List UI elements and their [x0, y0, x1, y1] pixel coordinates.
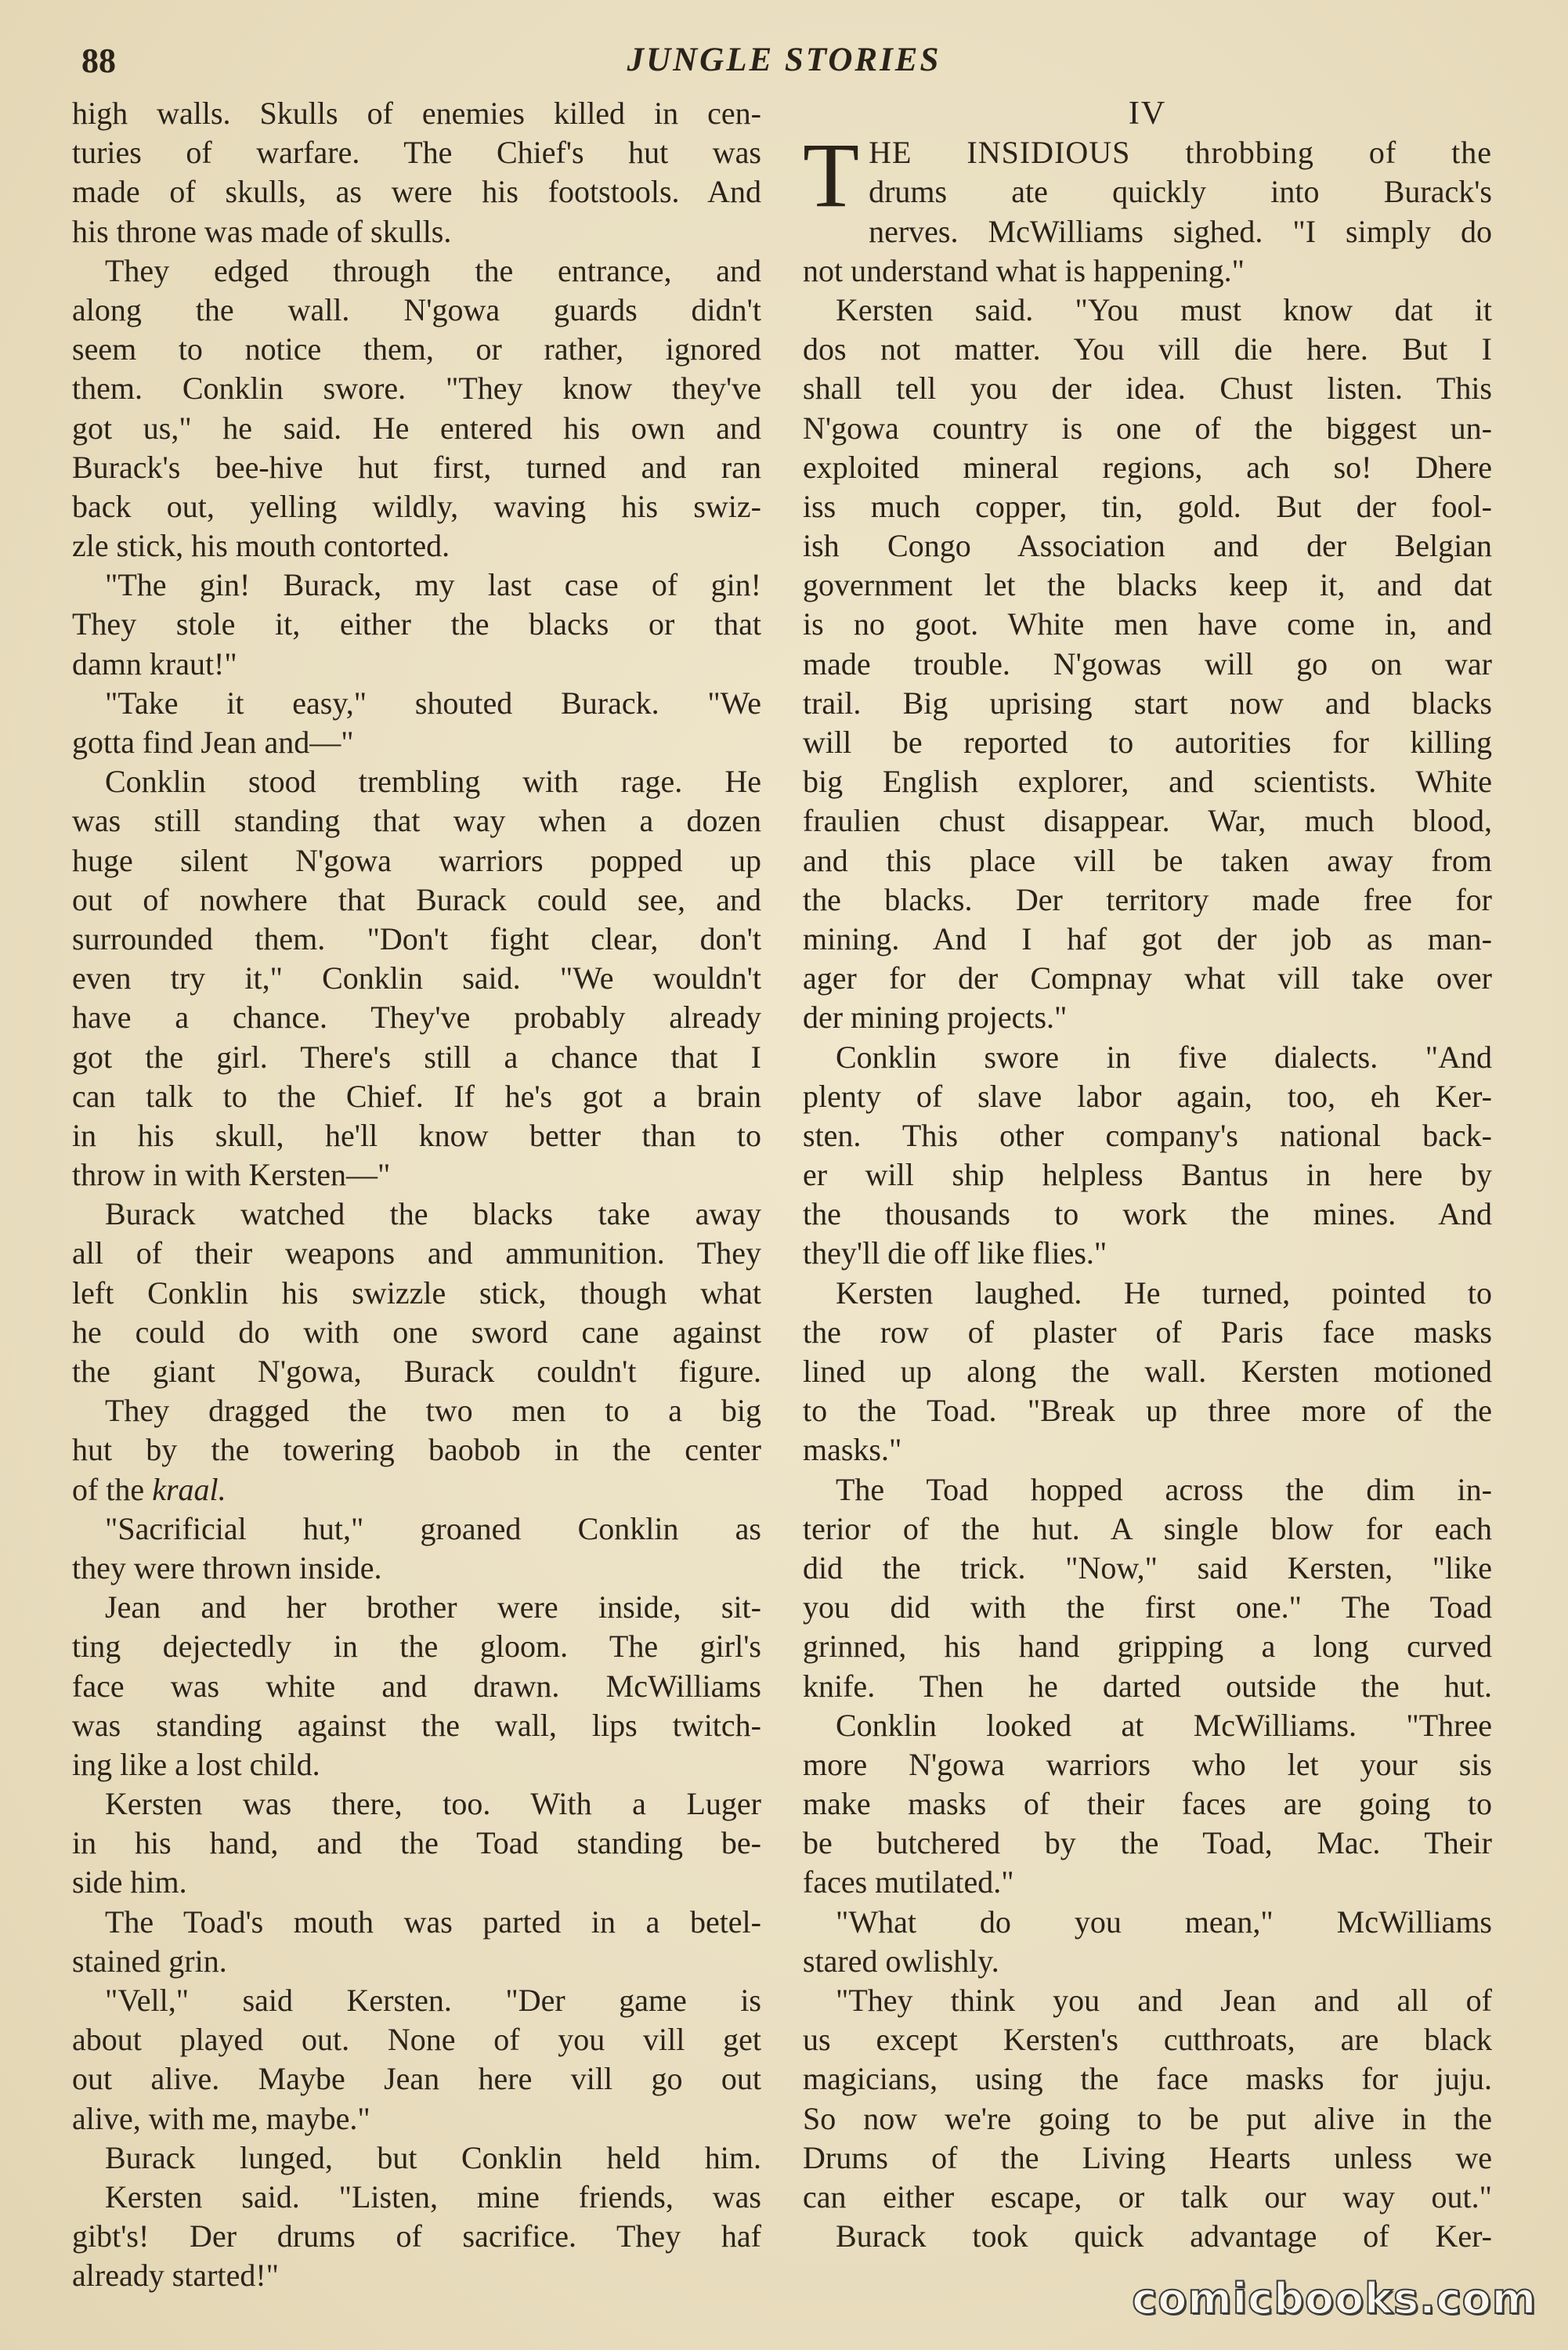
text-line: will be reported to autorities for killing	[803, 725, 1492, 760]
text-line: he could do with one sword cane against	[72, 1314, 761, 1350]
text-line: was still standing that way when a dozen	[72, 803, 761, 839]
text-line: Drums of the Living Hearts unless we	[803, 2139, 1492, 2175]
text-line: out of nowhere that Burack could see, and	[72, 881, 761, 917]
text-line: Burack's bee-hive hut first, turned and ran	[72, 449, 761, 485]
text-line: his throne was made of skulls.	[72, 213, 452, 249]
text-line: ager for der Compnay what vill take over	[803, 960, 1492, 996]
text-line: us except Kersten's cutthroats, are black	[803, 2022, 1492, 2058]
text-line: Conklin looked at McWilliams. "Three	[836, 1707, 1492, 1743]
text-line: magicians, using the face masks for juju.	[803, 2061, 1492, 2097]
text-line: "Vell," said Kersten. "Der game is	[105, 1983, 761, 2018]
text-line: They edged through the entrance, and	[105, 252, 761, 288]
text-line: made trouble. N'gowas will go on war	[803, 645, 1492, 682]
text-line: in his skull, he'll know better than to	[72, 1117, 761, 1153]
text-line: ting dejectedly in the gloom. The girl's	[72, 1629, 761, 1665]
text-line: shall tell you der idea. Chust listen. This	[803, 371, 1492, 407]
text-line: turies of warfare. The Chief's hut was	[72, 135, 761, 171]
text-line: face was white and drawn. McWilliams	[72, 1668, 761, 1704]
text-line: all of their weapons and ammunition. They	[72, 1235, 761, 1271]
text-line: got the girl. There's still a chance that I	[72, 1039, 761, 1075]
text-line: government let the blacks keep it, and dat	[803, 567, 1492, 603]
text-line: Kersten said. "You must know dat it	[836, 291, 1492, 327]
text-line: huge silent N'gowa warriors popped up	[72, 842, 761, 878]
text-line: plenty of slave labor again, too, eh Ker-	[803, 1078, 1492, 1114]
text-line: fraulien chust disappear. War, much blood,	[803, 803, 1492, 839]
text-line: Kersten was there, too. With a Luger	[105, 1786, 761, 1822]
text-line: hut by the towering baobob in the center	[72, 1432, 761, 1468]
text-line: them. Conklin swore. "They know they've	[72, 371, 761, 407]
text-line: Burack lunged, but Conklin held him.	[105, 2139, 761, 2175]
text-line: seem to notice them, or rather, ignored	[72, 331, 761, 367]
watermark-logo: comicbooks.com	[1132, 2274, 1537, 2323]
text-line: damn kraut!"	[72, 645, 237, 682]
text-line: The Toad's mouth was parted in a betel-	[105, 1904, 761, 1940]
text-line: alive, with me, maybe."	[72, 2100, 370, 2136]
text-line: terior of the hut. A single blow for each	[803, 1510, 1492, 1546]
text-line: "The gin! Burack, my last case of gin!	[105, 567, 761, 603]
text-line: Burack took quick advantage of Ker-	[836, 2218, 1492, 2254]
text-line: throw in with Kersten—"	[72, 1157, 391, 1193]
text-line: exploited mineral regions, ach so! Dhere	[803, 449, 1492, 485]
text-line: "Sacrificial hut," groaned Conklin as	[105, 1510, 761, 1546]
text-line: zle stick, his mouth contorted.	[72, 528, 450, 564]
text-line: stared owlishly.	[803, 1943, 999, 1979]
text-line: Conklin stood trembling with rage. He	[105, 764, 761, 800]
text-line: got us," he said. He entered his own and	[72, 410, 761, 446]
text-line: Conklin swore in five dialects. "And	[836, 1039, 1492, 1075]
text-line: left Conklin his swizzle stick, though what	[72, 1274, 761, 1311]
text-line: der mining projects."	[803, 1000, 1068, 1036]
text-line: mining. And I haf got der job as man-	[803, 920, 1492, 956]
text-line: Kersten laughed. He turned, pointed to	[836, 1274, 1492, 1311]
text-line: Burack watched the blacks take away	[105, 1196, 761, 1232]
text-line: already started!"	[72, 2258, 279, 2294]
magazine-title: JUNGLE STORIES	[627, 42, 941, 78]
text-line: So now we're going to be put alive in the	[803, 2100, 1492, 2136]
opening-paragraph-lead	[803, 124, 1492, 227]
text-line: did the trick. "Now," said Kersten, "like	[803, 1549, 1492, 1585]
text-line: of the kraal.	[72, 1471, 226, 1507]
text-line: faces mutilated."	[803, 1864, 1014, 1900]
text-line: even try it," Conklin said. "We wouldn't	[72, 960, 761, 996]
text-line: the thousands to work the mines. And	[803, 1196, 1492, 1232]
lead-line: HE INSIDIOUS throbbing of the	[869, 135, 1492, 171]
text-line: "Take it easy," shouted Burack. "We	[105, 685, 761, 721]
text-line: out alive. Maybe Jean here vill go out	[72, 2061, 761, 2097]
text-line: "They think you and Jean and all of	[836, 1983, 1492, 2018]
text-line: They dragged the two men to a big	[105, 1393, 761, 1429]
text-line: they'll die off like flies."	[803, 1235, 1107, 1271]
text-line: the blacks. Der territory made free for	[803, 881, 1492, 917]
text-line: to the Toad. "Break up three more of the	[803, 1393, 1492, 1429]
text-line: is no goot. White men have come in, and	[803, 606, 1492, 642]
right-column-lines	[803, 212, 1492, 2257]
text-line: they were thrown inside.	[72, 1549, 382, 1585]
section-numeral: IV	[1128, 96, 1167, 132]
text-line: can talk to the Chief. If he's got a brain	[72, 1078, 761, 1114]
text-line: you did with the first one." The Toad	[803, 1589, 1492, 1625]
left-column	[72, 94, 761, 2296]
text-line: They stole it, either the blacks or that	[72, 606, 761, 642]
text-line: about played out. None of you vill get	[72, 2022, 761, 2058]
text-line: "What do you mean," McWilliams	[836, 1904, 1492, 1940]
text-line: the giant N'gowa, Burack couldn't figure.	[72, 1354, 761, 1389]
text-line: high walls. Skulls of enemies killed in cen-	[72, 96, 761, 131]
text-line: can either escape, or talk our way out."	[803, 2178, 1492, 2214]
text-line: N'gowa country is one of the biggest un-	[803, 410, 1492, 446]
text-line: dos not matter. You vill die here. But I	[803, 331, 1492, 367]
text-line: was standing against the wall, lips twitch-	[72, 1707, 761, 1743]
text-line: gotta find Jean and—"	[72, 725, 354, 760]
text-line: ing like a lost child.	[72, 1746, 320, 1782]
text-line: The Toad hopped across the dim in-	[836, 1471, 1492, 1507]
right-column	[803, 94, 1492, 2256]
drop-cap: T	[803, 124, 860, 227]
text-line: have a chance. They've probably already	[72, 1000, 761, 1036]
page-number: 88	[81, 42, 116, 80]
text-line: more N'gowa warriors who let your sis	[803, 1746, 1492, 1782]
text-line: made of skulls, as were his footstools. And	[72, 174, 761, 210]
text-line: knife. Then he darted outside the hut.	[803, 1668, 1492, 1704]
text-line: nerves. McWilliams sighed. "I simply do	[869, 213, 1492, 249]
text-line: gibt's! Der drums of sacrifice. They haf	[72, 2218, 761, 2254]
text-line: Kersten said. "Listen, mine friends, was	[105, 2178, 761, 2214]
text-line: ish Congo Association and der Belgian	[803, 528, 1492, 564]
text-line: not understand what is happening."	[803, 252, 1245, 288]
text-line: Jean and her brother were inside, sit-	[105, 1589, 761, 1625]
text-line: side him.	[72, 1864, 187, 1900]
text-line: iss much copper, tin, gold. But der fool-	[803, 488, 1492, 524]
italic-word: kraal.	[152, 1471, 226, 1507]
text-line: sten. This other company's national back-	[803, 1117, 1492, 1153]
lead-line: drums ate quickly into Burack's	[869, 174, 1492, 210]
text-line: the row of plaster of Paris face masks	[803, 1314, 1492, 1350]
text-line: and this place vill be taken away from	[803, 842, 1492, 878]
text-line: make masks of their faces are going to	[803, 1786, 1492, 1822]
text-line: grinned, his hand gripping a long curved	[803, 1629, 1492, 1665]
text-line: in his hand, and the Toad standing be-	[72, 1825, 761, 1861]
text-line: masks."	[803, 1432, 902, 1468]
text-line: be butchered by the Toad, Mac. Their	[803, 1825, 1492, 1861]
text-line: along the wall. N'gowa guards didn't	[72, 291, 761, 327]
text-line: trail. Big uprising start now and blacks	[803, 685, 1492, 721]
text-line: stained grin.	[72, 1943, 227, 1979]
text-line: big English explorer, and scientists. White	[803, 764, 1492, 800]
text-line: er will ship helpless Bantus in here by	[803, 1157, 1492, 1193]
text-line: surrounded them. "Don't fight clear, don't	[72, 920, 761, 956]
running-head	[0, 41, 1568, 88]
text-line: back out, yelling wildly, waving his swiz-	[72, 488, 761, 524]
text-line: lined up along the wall. Kersten motioned	[803, 1354, 1492, 1389]
